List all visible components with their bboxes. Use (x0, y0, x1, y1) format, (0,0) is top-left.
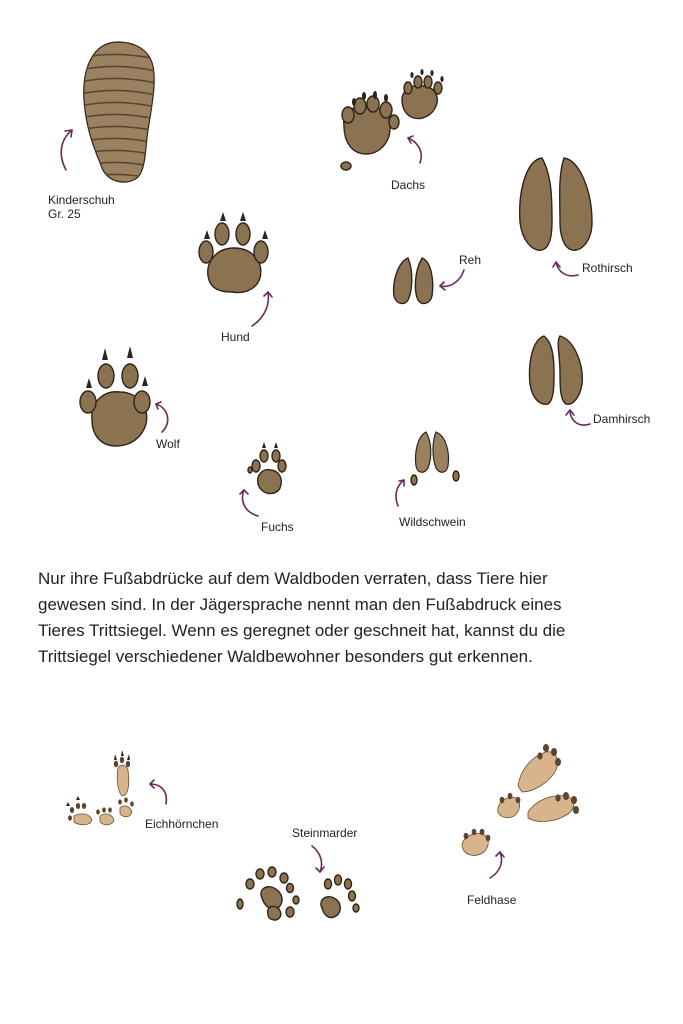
paragraph-line-4: Trittsiegel verschiedener Waldbewohner besonders gut erkennen. (38, 647, 533, 666)
red-deer-print (520, 158, 592, 250)
roe-deer-arrow (440, 270, 464, 290)
child-shoe-arrow (61, 130, 72, 170)
label-steinmarder: Steinmarder (292, 826, 358, 840)
hare-arrow (490, 852, 504, 878)
squirrel-print (66, 750, 134, 825)
wild-boar-arrow (396, 480, 404, 506)
label-fuchs: Fuchs (261, 520, 294, 534)
label-kinderschuh (48, 193, 115, 221)
label-wolf: Wolf (156, 437, 180, 451)
label-reh: Reh (459, 253, 482, 267)
label-dachs: Dachs (391, 178, 426, 192)
wild-boar-print (411, 432, 459, 485)
wolf-print (80, 346, 150, 446)
label-kinderschuh-line1: Kinderschuh (48, 193, 115, 207)
label-damhirsch: Damhirsch (593, 412, 651, 426)
stone-marten-arrow (312, 846, 324, 872)
roe-deer-print (394, 258, 433, 303)
squirrel-arrow (150, 780, 166, 804)
label-eichhoernchen: Eichhörnchen (145, 817, 219, 831)
red-deer-arrow (553, 262, 578, 276)
paragraph-line-3: Tieres Trittsiegel. Wenn es geregnet oder geschneit hat, kannst du die (38, 621, 566, 640)
fallow-deer-print (530, 336, 583, 404)
wolf-arrow (156, 402, 168, 432)
intro-paragraph (38, 566, 648, 670)
label-feldhase: Feldhase (467, 893, 517, 907)
badger-arrow (408, 136, 421, 163)
stone-marten-print (237, 867, 359, 920)
dog-print (199, 212, 268, 292)
label-hund: Hund (221, 330, 250, 344)
fox-print (248, 442, 286, 494)
child-shoe-print (80, 42, 160, 182)
fox-arrow (240, 490, 258, 516)
fallow-deer-arrow (566, 410, 590, 425)
label-rothirsch: Rothirsch (582, 261, 633, 275)
paragraph-line-1: Nur ihre Fußabdrücke auf dem Waldboden verraten, dass Tiere hier (38, 569, 548, 588)
hare-print (462, 744, 579, 855)
label-kinderschuh-line2: Gr. 25 (48, 207, 81, 221)
label-wildschwein: Wildschwein (399, 515, 466, 529)
paragraph-line-2: gewesen sind. In der Jägersprache nennt man den Fußabdruck eines (38, 595, 562, 614)
dog-arrow (252, 292, 272, 326)
badger-print (341, 69, 444, 170)
